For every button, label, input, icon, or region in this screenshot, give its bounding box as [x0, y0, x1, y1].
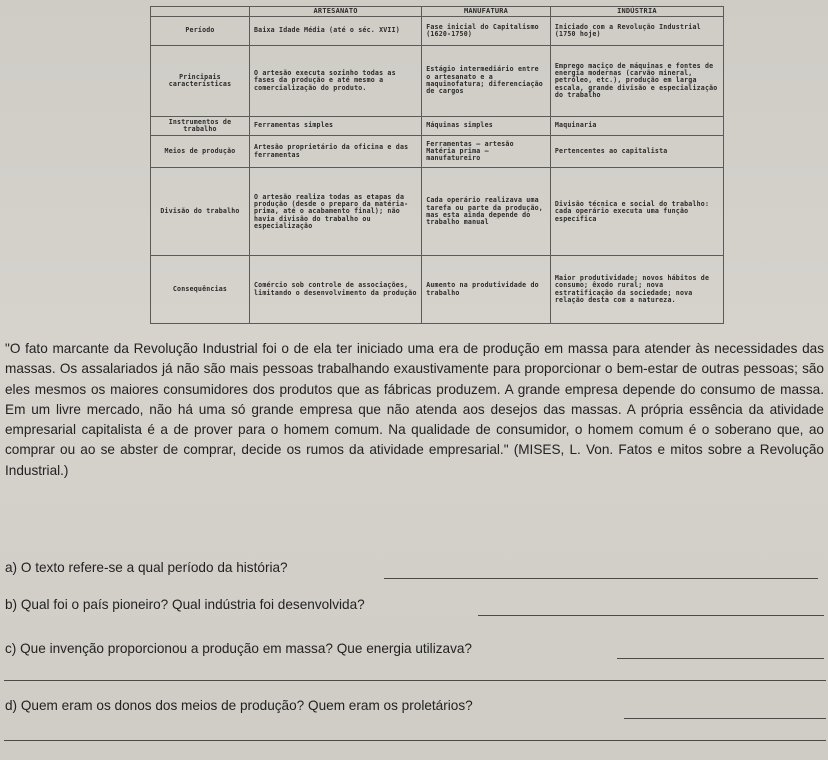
table-cell: Cada operário realizava uma tarefa ou parte da produção, mas esta ainda depende do trabalho manual — [422, 168, 551, 256]
table-row — [151, 117, 724, 135]
table-cell: Ferramentas simples — [250, 117, 422, 135]
table-cell: Máquinas simples — [422, 117, 551, 135]
row-label: Instrumentos de trabalho — [151, 117, 250, 135]
table-cell: Emprego maciço de máquinas e fontes de energia modernas (carvão mineral, petróleo, etc.), produção em larga escala, grande divisão e especialização do trabalho — [550, 45, 723, 117]
table-cell: Iniciado com a Revolução Industrial (1750 hoje) — [550, 17, 723, 46]
answer-line-c-2[interactable] — [4, 680, 826, 681]
table-cell: Fase inicial do Capitalismo (1620-1750) — [422, 17, 551, 46]
question-c: c) Que invenção proporcionou a produção em massa? Que energia utilizava? — [5, 641, 472, 656]
table-cell: Baixa Idade Média (até o séc. XVII) — [250, 17, 422, 46]
table-cell: Maquinaria — [550, 117, 723, 135]
header-artesanato: ARTESANATO — [250, 7, 422, 17]
answer-line-a[interactable] — [384, 578, 818, 579]
question-b: b) Qual foi o país pioneiro? Qual indústria foi desenvolvida? — [5, 597, 365, 612]
table-cell: Artesão proprietário da oficina e das ferramentas — [250, 135, 422, 168]
row-label: Consequências — [151, 256, 250, 324]
comparison-table-wrapper — [150, 6, 724, 324]
table-cell: Pertencentes ao capitalista — [550, 135, 723, 168]
table-row — [151, 135, 724, 168]
question-a: a) O texto refere-se a qual período da história? — [5, 560, 288, 575]
answer-line-d[interactable] — [624, 718, 826, 719]
header-industria: INDÚSTRIA — [550, 7, 723, 17]
table-row — [151, 256, 724, 324]
table-row — [151, 17, 724, 46]
answer-line-d-2[interactable] — [4, 740, 826, 741]
table-cell: Ferramentas – artesão Matéria prima – manufatureiro — [422, 135, 551, 168]
question-d: d) Quem eram os donos dos meios de produção? Quem eram os proletários? — [5, 698, 473, 713]
row-label: Meios de produção — [151, 135, 250, 168]
header-manufatura: MANUFATURA — [422, 7, 551, 17]
answer-line-b[interactable] — [478, 615, 824, 616]
table-row — [151, 45, 724, 117]
table-cell: Estágio intermediário entre o artesanato e a maquinofatura; diferenciação de cargos — [422, 45, 551, 117]
table-cell: Aumento na produtividade do trabalho — [422, 256, 551, 324]
answer-line-c[interactable] — [617, 658, 824, 659]
table-corner-cell — [151, 7, 250, 17]
table-cell: O artesão executa sozinho todas as fases da produção e até mesmo a comercialização do produto. — [250, 45, 422, 117]
row-label: Período — [151, 17, 250, 46]
table-cell: O artesão realiza todas as etapas da produção (desde o preparo da matéria-prima, até o acabamento final); não havia divisão do trabalho ou especialização — [250, 168, 422, 256]
table-header-row — [151, 7, 724, 17]
comparison-table — [150, 6, 724, 324]
table-cell: Comércio sob controle de associações, limitando o desenvolvimento da produção — [250, 256, 422, 324]
row-label: Principais características — [151, 45, 250, 117]
row-label: Divisão do trabalho — [151, 168, 250, 256]
table-cell: Maior produtividade; novos hábitos de consumo; êxodo rural; nova estratificação da sociedade; nova relação desta com a natureza. — [550, 256, 723, 324]
table-cell: Divisão técnica e social do trabalho: cada operário executa uma função específica — [550, 168, 723, 256]
quoted-passage: "O fato marcante da Revolução Industrial foi o de ela ter iniciado uma era de produção em massa para atender às necessidades das massas. Os assalariados já não são mais pessoas trabalhando exaustivamente para proporcionar o bem-estar de outras pessoas; são eles mesmos os maiores consumidores dos produtos que as fábricas produzem. A grande empresa depende do consumo de massa. Em um livre mercado, não há uma só grande empresa que não atenda aos desejos das massas. A própria essência da atividade empresarial capitalista é a de prover para o homem comum. Na qualidade de consumidor, o homem comum é o soberano que, ao comprar ou ao se abster de comprar, decide os rumos da atividade empresarial." (MISES, L. Von. Fatos e mitos sobre a Revolução Industrial.) — [5, 341, 824, 478]
table-row — [151, 168, 724, 256]
